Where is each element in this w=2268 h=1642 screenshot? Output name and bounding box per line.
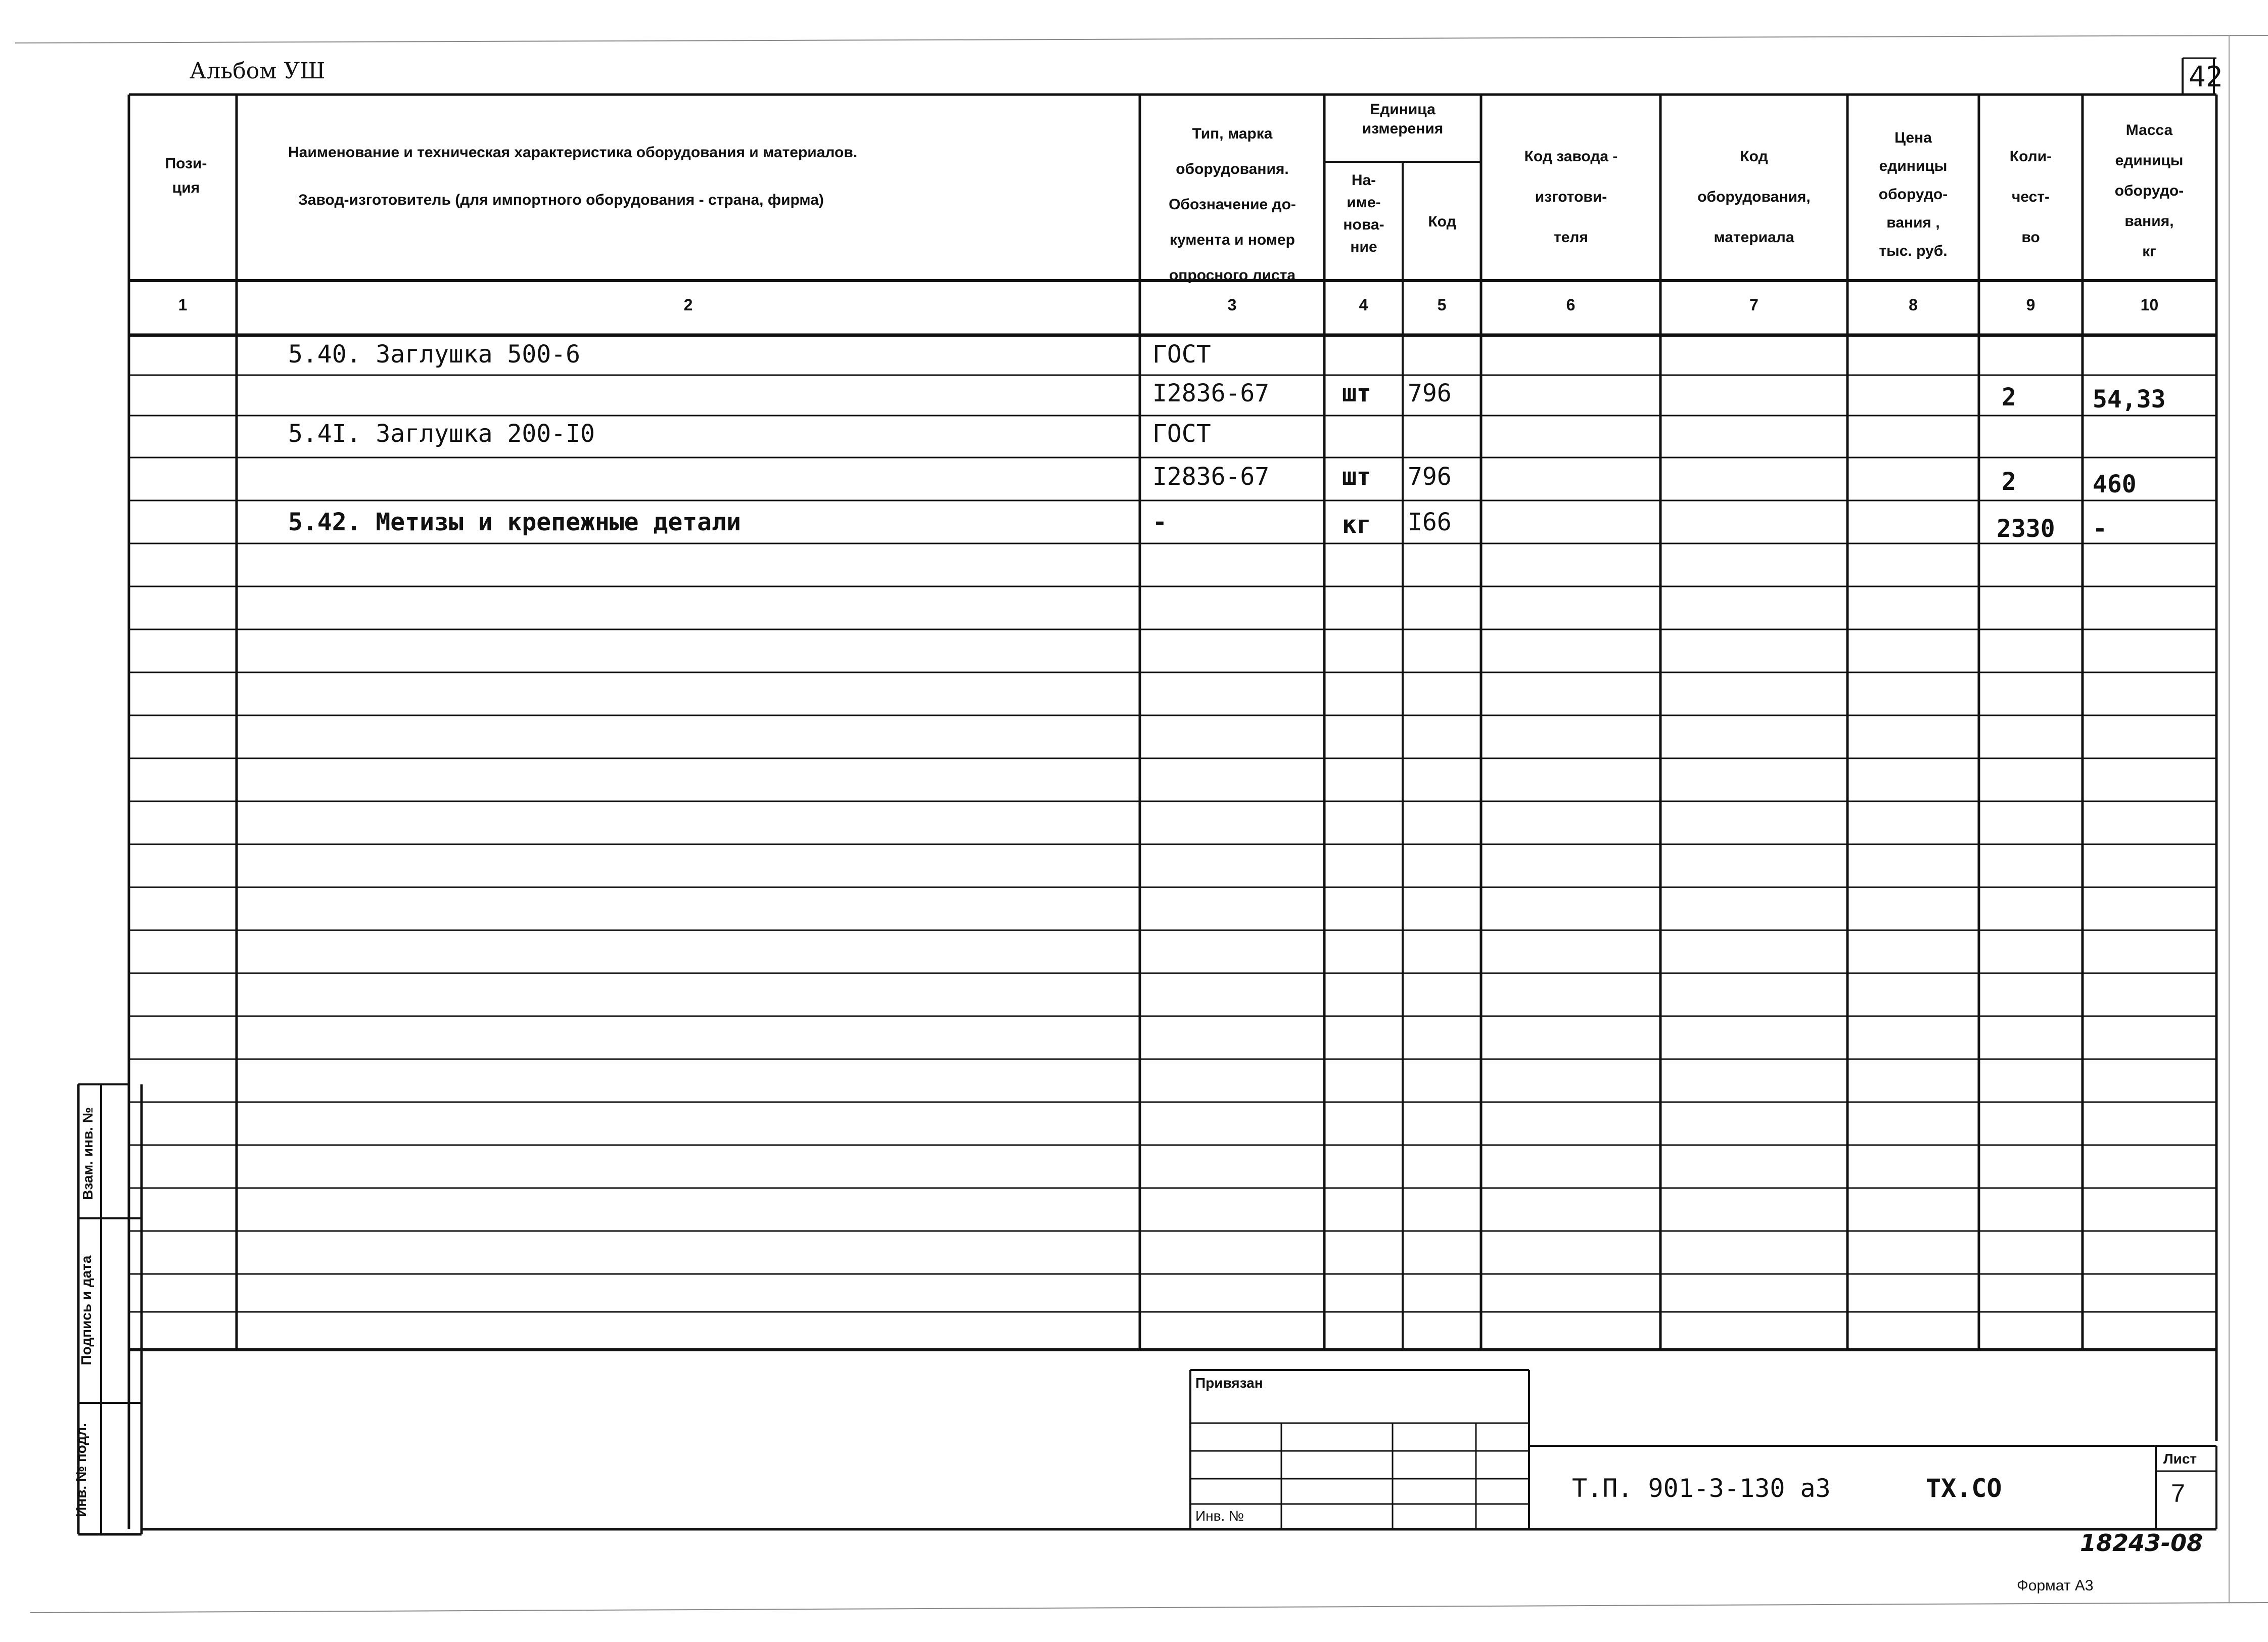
row-name: 5.40. Заглушка 500-6 [288,340,580,369]
header-name-line2: Завод-изготовитель (для импортного оборудования - страна, фирма) [298,192,824,208]
side-label-replacement: Взам. инв. № [80,1107,96,1200]
row-qty: 2 [2002,383,2016,412]
row-unit: кг [1342,511,1371,539]
header-unit-group: Единица измерения [1362,101,1444,137]
colnum-7: 7 [1749,296,1758,314]
side-label-inventory: Инв. № подл. [73,1423,89,1517]
header-price: Цена единицы оборудо- вания , тыс. руб. [1878,129,1948,259]
row-code: I66 [1408,508,1452,536]
document-mark: ТХ.СО [1926,1474,2002,1503]
row-code: 796 [1408,379,1452,407]
header-unit-code: Код [1428,213,1456,230]
colnum-8: 8 [1909,296,1918,314]
header-equipment-code: Код оборудования, материала [1697,148,1811,246]
handwritten-code: 18243-08 [2080,1529,2203,1557]
stamp-inv-no: Инв. № [1195,1508,1244,1524]
row-mass: - [2093,515,2107,543]
row-name: 5.4I. Заглушка 200-I0 [288,420,595,448]
sheet-number: 7 [2171,1479,2185,1508]
header-position: Пози- ция [165,155,207,196]
colnum-5: 5 [1437,296,1447,314]
header-mass: Масса единицы оборудо- вания, кг [2114,122,2184,260]
header-unit-name: На- име- нова- ние [1343,172,1384,255]
stamp-privyazan: Привязан [1195,1375,1263,1391]
row-code: 796 [1408,463,1452,491]
colnum-6: 6 [1566,296,1576,314]
row-type: ГОСТ [1152,340,1211,369]
row-type: I2836-67 [1152,463,1270,491]
row-qty: 2 [2002,468,2016,496]
colnum-1: 1 [178,296,188,314]
colnum-3: 3 [1227,296,1237,314]
row-name: 5.42. Метизы и крепежные детали [288,508,741,536]
header-name-line1: Наименование и техническая характеристика оборудования и материалов. [288,144,858,161]
row-mass: 54,33 [2093,385,2166,414]
row-unit: шт [1342,379,1371,407]
colnum-10: 10 [2140,296,2159,314]
side-label-signature: Подпись и дата [78,1255,94,1365]
row-type: ГОСТ [1152,420,1211,448]
document-code: Т.П. 901-3-130 а3 [1572,1474,1831,1503]
album-title: Альбом УШ [190,58,326,84]
format-label: Формат А3 [2017,1577,2094,1594]
row-unit: шт [1342,463,1371,491]
page-number: 42 [2189,61,2223,94]
row-mass: 460 [2093,470,2137,498]
colnum-4: 4 [1359,296,1368,314]
row-qty: 2330 [1997,515,2055,543]
row-type: - [1152,508,1167,536]
row-type: I2836-67 [1152,379,1270,407]
colnum-9: 9 [2026,296,2035,314]
header-type: Тип, марка оборудования. Обозначение до- кумента и номер опросного листа [1169,125,1296,284]
colnum-2: 2 [683,296,693,314]
header-factory-code: Код завода - изготови- теля [1524,148,1618,246]
sheet-label: Лист [2163,1451,2197,1467]
header-quantity: Коли- чест- во [2009,148,2052,246]
